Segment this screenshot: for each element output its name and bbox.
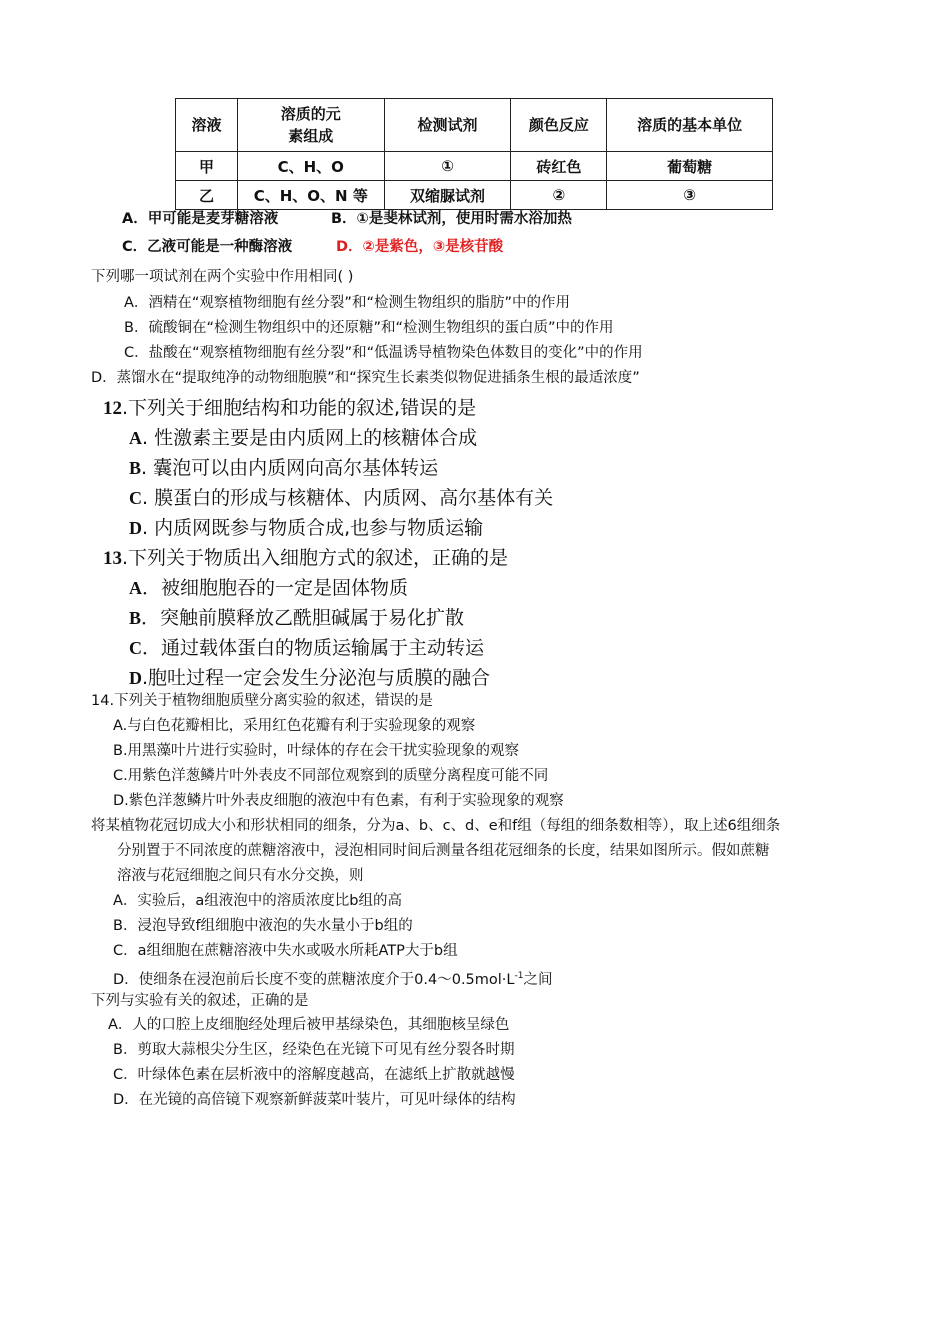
table-header-cell: 溶质的基本单位 [607,99,773,152]
table-cell: 砖红色 [511,152,607,181]
option-b: B.用黑藻叶片进行实验时，叶绿体的存在会干扰实验现象的观察 [113,743,520,759]
option-c: C．乙液可能是一种酶溶液 [122,239,293,255]
option-a: A．被细胞胞吞的一定是固体物质 [129,577,409,599]
option-c: C．盐酸在“观察植物细胞有丝分裂”和“低温诱导植物染色体数目的变化”中的作用 [124,345,643,361]
table-cell: C、H、O [237,152,384,181]
option-d: D．在光镜的高倍镜下观察新鲜菠菜叶装片，可见叶绿体的结构 [113,1092,516,1108]
question-stem: 下列与实验有关的叙述，正确的是 [91,993,309,1009]
option-b: B．突触前膜释放乙酰胆碱属于易化扩散 [129,607,465,629]
table-cell: 双缩脲试剂 [384,181,511,210]
option-b: B．剪取大蒜根尖分生区，经染色在光镜下可见有丝分裂各时期 [113,1042,515,1058]
question-number: 12 [103,398,122,419]
table-cell: ① [384,152,511,181]
question-stem-continued: 分别置于不同浓度的蔗糖溶液中，浸泡相同时间后测量各组花冠细条的长度，结果如图所示。假如蔗糖 [117,843,770,859]
option-b: B．浸泡导致f组细胞中液泡的失水量小于b组的 [113,918,413,934]
option-b: B. 囊泡可以由内质网向高尔基体转运 [129,457,439,479]
table-header-cell: 颜色反应 [511,99,607,152]
table-header-row [176,99,773,152]
option-b: B．①是斐林试剂，使用时需水浴加热 [331,211,572,227]
option-b: B．硫酸铜在“检测生物组织中的还原糖”和“检测生物组织的蛋白质”中的作用 [124,320,614,336]
option-c: C．叶绿体色素在层析液中的溶解度越高，在滤纸上扩散就越慢 [113,1067,515,1083]
solution-table [175,98,773,210]
table-cell: ② [511,181,607,210]
table-cell: 葡萄糖 [607,152,773,181]
question-12-stem: 12.下列关于细胞结构和功能的叙述,错误的是 [103,397,477,419]
option-d: D. 内质网既参与物质合成,也参与物质运输 [129,517,484,539]
table-row [176,181,773,210]
option-c: C.用紫色洋葱鳞片叶外表皮不同部位观察到的质壁分离程度可能不同 [113,768,549,784]
option-d: D.紫色洋葱鳞片叶外表皮细胞的液泡中有色素，有利于实验现象的观察 [113,793,564,809]
option-a: A．实验后，a组液泡中的溶质浓度比b组的高 [113,893,403,909]
question-14-stem: 14.下列关于植物细胞质壁分离实验的叙述，错误的是 [91,693,434,709]
table-cell: ③ [607,181,773,210]
table-header-cell: 检测试剂 [384,99,511,152]
table-cell: 甲 [176,152,238,181]
option-d-answer: D．②是紫色，③是核苷酸 [336,239,504,255]
option-a: A.与白色花瓣相比，采用红色花瓣有利于实验现象的观察 [113,718,476,734]
option-d: D．使细条在浸泡前后长度不变的蔗糖浓度介于$0.4\sim 0.5mol\cdot L^{-1}$之间 [113,971,553,988]
question-number: 13 [103,548,122,569]
option-c: C．通过载体蛋白的物质运输属于主动转运 [129,637,485,659]
option-a: A．甲可能是麦芽糖溶液 [122,211,279,227]
option-c: C. 膜蛋白的形成与核糖体、内质网、高尔基体有关 [129,487,554,509]
option-d: D．蒸馏水在“提取纯净的动物细胞膜”和“探究生长素类似物促进插条生根的最适浓度” [91,370,640,386]
option-c: C．a组细胞在蔗糖溶液中失水或吸水所耗ATP大于b组 [113,943,458,959]
question-13-stem: 13.下列关于物质出入细胞方式的叙述，正确的是 [103,547,509,569]
option-a: A．人的口腔上皮细胞经处理后被甲基绿染色，其细胞核呈绿色 [108,1017,510,1033]
table-header-cell: 溶质的元 素组成 [237,99,384,152]
table-row [176,152,773,181]
option-a: A. 性激素主要是由内质网上的核糖体合成 [129,427,478,449]
question-stem: 下列哪一项试剂在两个实验中作用相同( ) [91,269,354,285]
table-cell: 乙 [176,181,238,210]
option-d: D.胞吐过程一定会发生分泌泡与质膜的融合 [129,667,491,689]
question-stem: 将某植物花冠切成大小和形状相同的细条，分为a、b、c、d、e和f组（每组的细条数相等），取上述6组细条 [91,818,781,834]
question-stem-continued: 溶液与花冠细胞之间只有水分交换，则 [117,868,364,884]
option-a: A．酒精在“观察植物细胞有丝分裂”和“检测生物组织的脂肪”中的作用 [124,295,570,311]
table-header-cell: 溶液 [176,99,238,152]
table-cell: C、H、O、N 等 [237,181,384,210]
